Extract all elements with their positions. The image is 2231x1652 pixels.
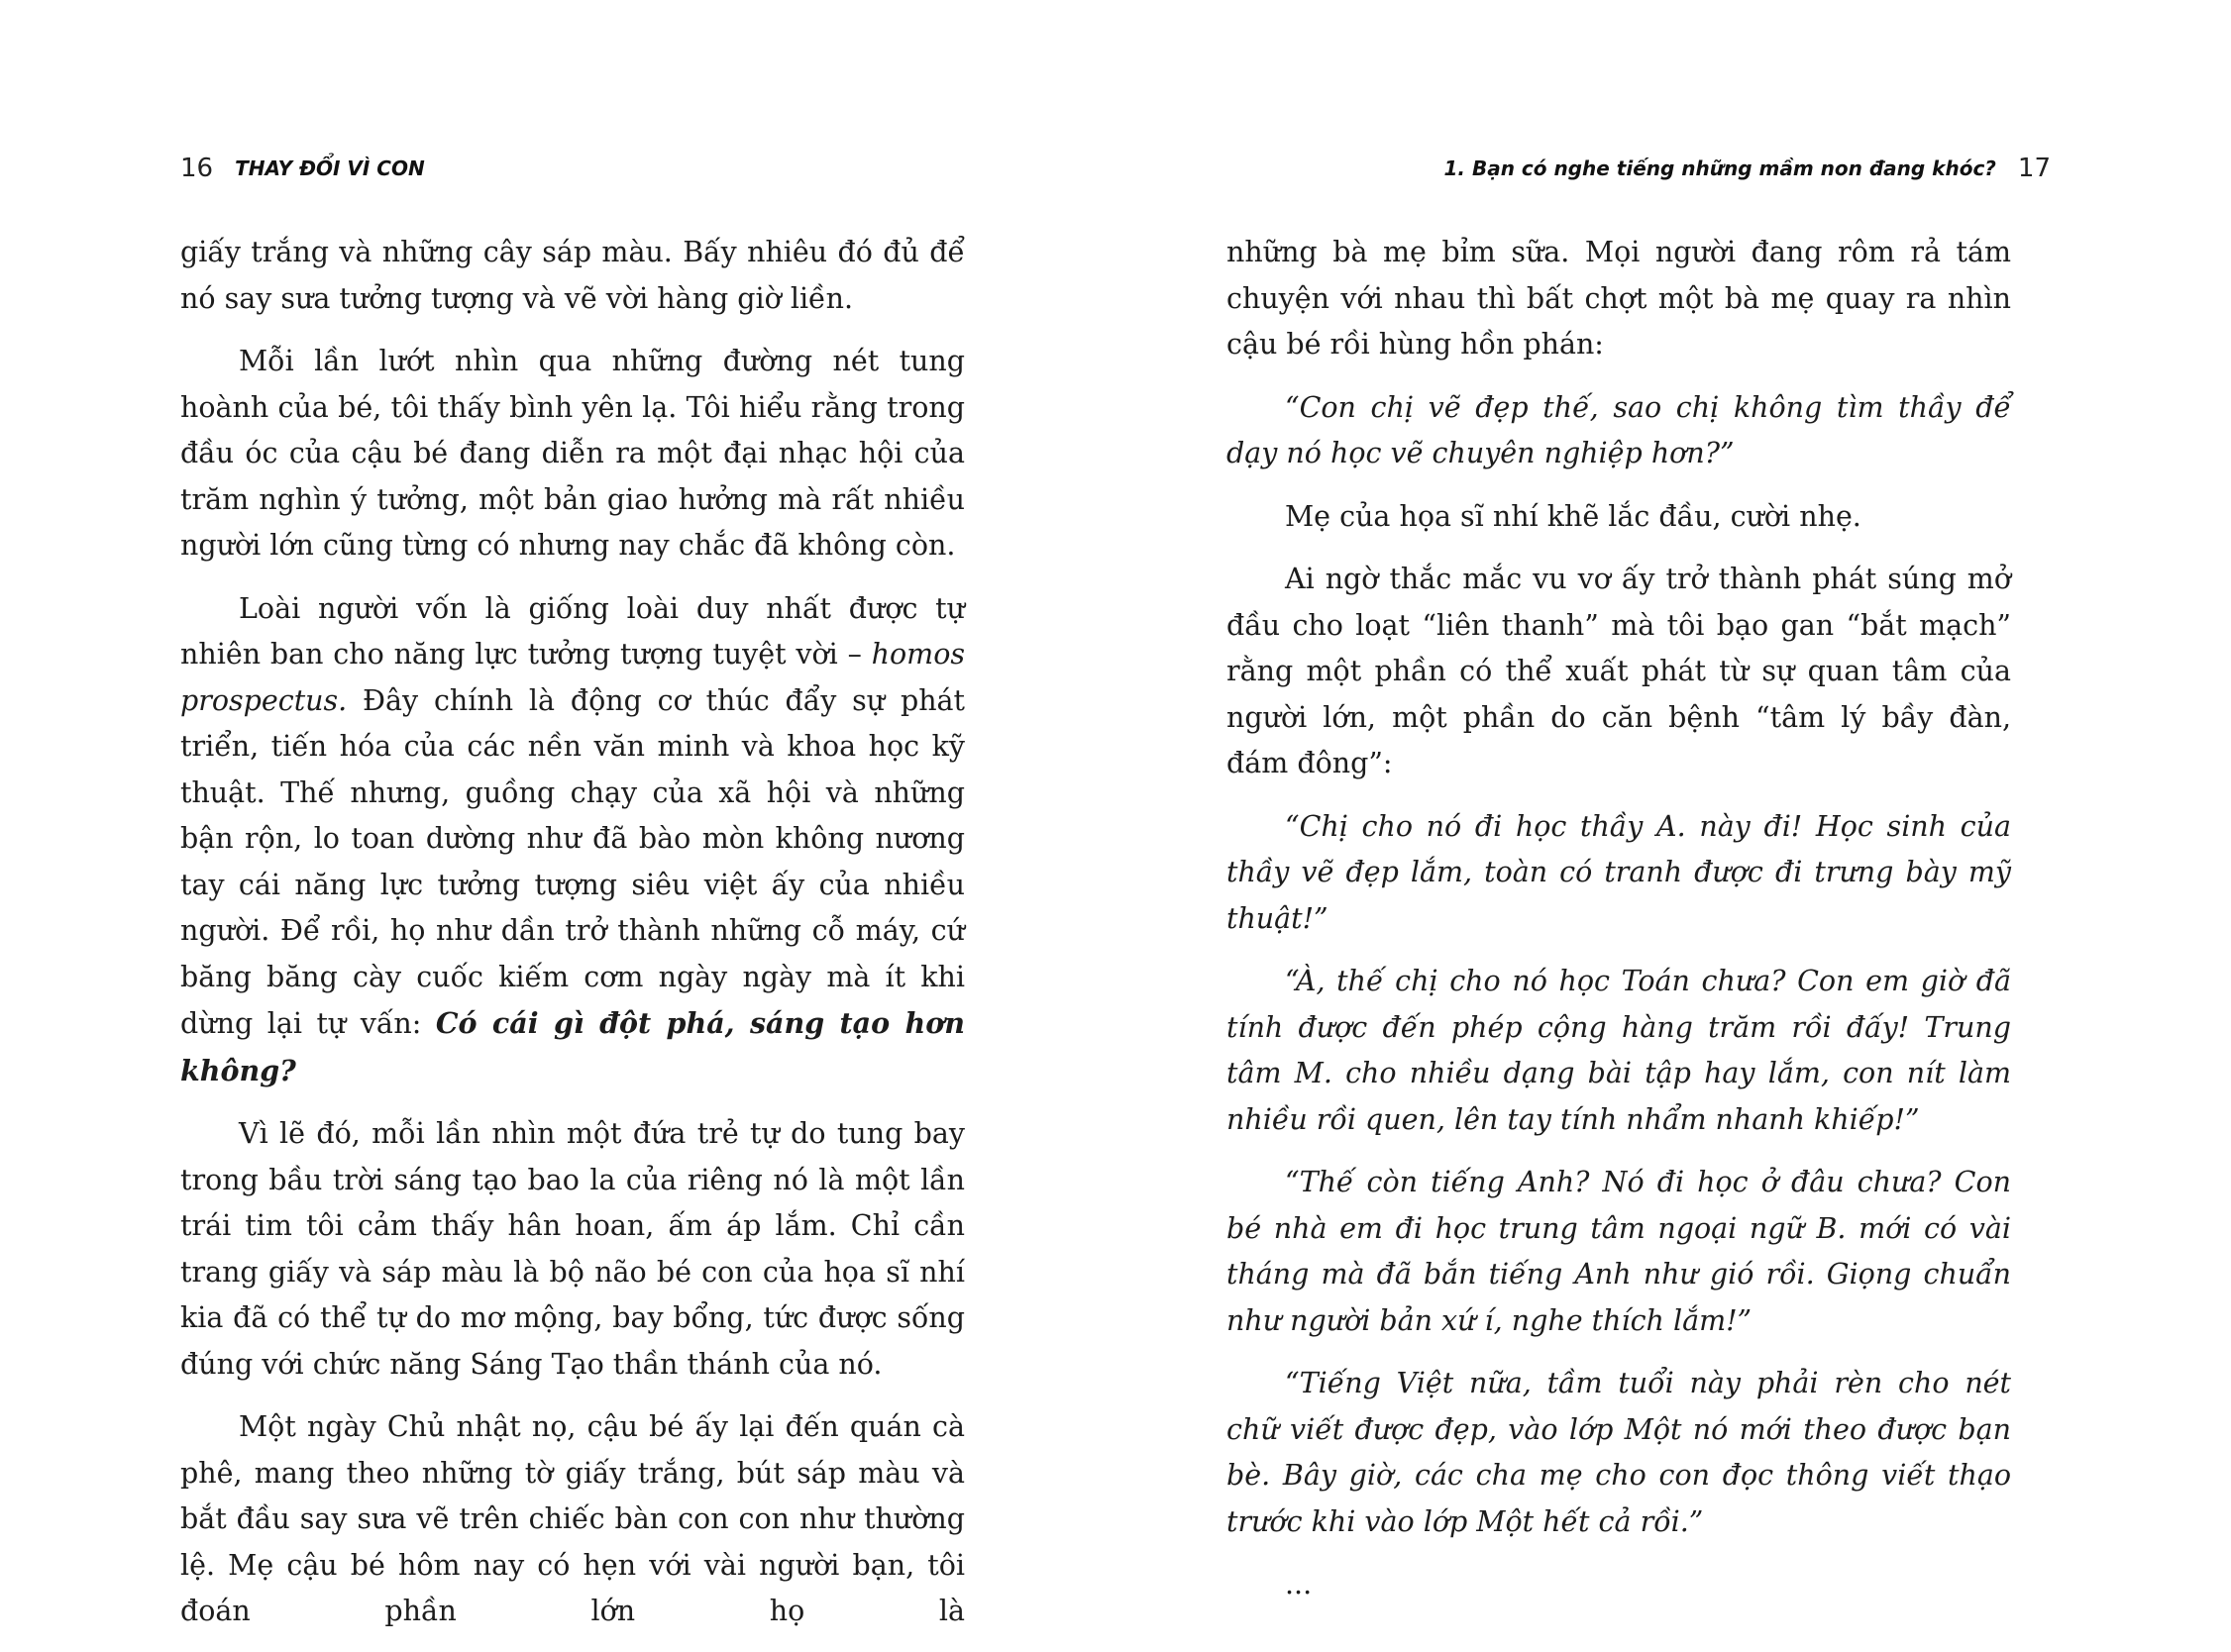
- paragraph-text: Đây chính là động cơ thúc đẩy sự phát triển, tiến hóa của các nền văn minh và khoa học kỹ thuật. Thế nhưng, guồng chạy của xã hội và những bận rộn, lo toan dường như đã bào mòn không nương tay cái năng lực tưởng tượng siêu việt ấy của nhiều người. Để rồi, họ như dần trở thành những cỗ máy, cứ băng băng cày cuốc kiếm cơm ngày ngày mà ít khi dừng lại tự vấn:: [180, 683, 966, 1040]
- paragraph: Mỗi lần lướt nhìn qua những đường nét tung hoành của bé, tôi thấy bình yên lạ. Tôi hiểu rằng trong đầu óc của cậu bé đang diễn ra một đại nhạc hội của trăm nghìn ý tưởng, một bản giao hưởng mà rất nhiều người lớn cũng từng có nhưng nay chắc đã không còn.: [180, 345, 965, 562]
- paragraph: Vì lẽ đó, mỗi lần nhìn một đứa trẻ tự do tung bay trong bầu trời sáng tạo bao la của riêng nó là một lần trái tim tôi cảm thấy hân hoan, ấm áp lắm. Chỉ cần trang giấy và sáp màu là bộ não bé con của họa sĩ nhí kia đã có thể tự do mơ mộng, bay bổng, tức được sống đúng với chức năng Sáng Tạo thần thánh của nó.: [180, 1117, 965, 1381]
- quote-paragraph: “Thế còn tiếng Anh? Nó đi học ở đâu chưa? Con bé nhà em đi học trung tâm ngoại ngữ B. mới có vài tháng mà đã bắn tiếng Anh như gió rồi. Giọng chuẩn như người bản xứ í, nghe thích lắm!”: [1226, 1166, 2011, 1337]
- quote-paragraph: “Tiếng Việt nữa, tầm tuổi này phải rèn cho nét chữ viết được đẹp, vào lớp Một nó mới theo được bạn bè. Bây giờ, các cha mẹ cho con đọc thông viết thạo trước khi vào lớp Một hết cả rồi.”: [1226, 1367, 2011, 1538]
- paragraph-text: Loài người vốn là giống loài duy nhất được tự nhiên ban cho năng lực tưởng tượng tuyệt vời –: [180, 591, 965, 671]
- latin-term: homos prospectus.: [180, 638, 965, 717]
- paragraph: Mẹ của họa sĩ nhí khẽ lắc đầu, cười nhẹ.: [1285, 499, 1861, 533]
- right-page: [1116, 0, 2231, 1646]
- left-running-head: [180, 149, 425, 188]
- paragraph: giấy trắng và những cây sáp màu. Bấy nhiêu đó đủ để nó say sưa tưởng tượng và vẽ vời hàng giờ liền.: [180, 236, 965, 315]
- left-page: [0, 0, 1116, 1646]
- quote-paragraph: “Chị cho nó đi học thầy A. này đi! Học sinh của thầy vẽ đẹp lắm, toàn có tranh được đi trưng bày mỹ thuật!”: [1226, 809, 2011, 935]
- left-body-text: [180, 230, 965, 1652]
- quote-paragraph: “Con chị vẽ đẹp thế, sao chị không tìm thầy để dạy nó học vẽ chuyên nghiệp hơn?”: [1226, 390, 2011, 469]
- quote-paragraph: “À, thế chị cho nó học Toán chưa? Con em giờ đã tính được đến phép cộng hàng trăm rồi đấy! Trung tâm M. cho nhiều dạng bài tập hay lắm, con nít làm nhiều rồi quen, lên tay tính nhẩm nhanh khiếp!”: [1226, 965, 2011, 1136]
- book-title-header: THAY ĐỔI VÌ CON: [235, 156, 425, 180]
- chapter-title-header: 1. Bạn có nghe tiếng những mầm non đang khóc?: [1443, 156, 1996, 180]
- right-body-text: [1226, 230, 2011, 1625]
- emphasized-question: Có cái gì đột phá, sáng tạo hơn không?: [180, 1006, 965, 1087]
- right-running-head: [1443, 149, 2051, 188]
- paragraph-imagination: [180, 586, 965, 1095]
- paragraph: những bà mẹ bỉm sữa. Mọi người đang rôm rả tám chuyện với nhau thì bất chợt một bà mẹ quay ra nhìn cậu bé rồi hùng hồn phán:: [1226, 236, 2011, 361]
- paragraph: Ai ngờ thắc mắc vu vơ ấy trở thành phát súng mở đầu cho loạt “liên thanh” mà tôi bạo gan “bắt mạch” rằng một phần có thể xuất phát từ sự quan tâm của người lớn, một phần do căn bệnh “tâm lý bầy đàn, đám đông”:: [1226, 563, 2011, 779]
- page-number-right: 17: [2017, 154, 2051, 183]
- page-number-left: 16: [180, 154, 214, 183]
- paragraph: Một ngày Chủ nhật nọ, cậu bé ấy lại đến quán cà phê, mang theo những tờ giấy trắng, bút sáp màu và bắt đầu say sưa vẽ trên chiếc bàn con con như thường lệ. Mẹ cậu bé hôm nay có hẹn với vài người bạn, tôi đoán phần lớn họ là: [180, 1410, 965, 1627]
- ellipsis: ...: [1285, 1568, 1313, 1600]
